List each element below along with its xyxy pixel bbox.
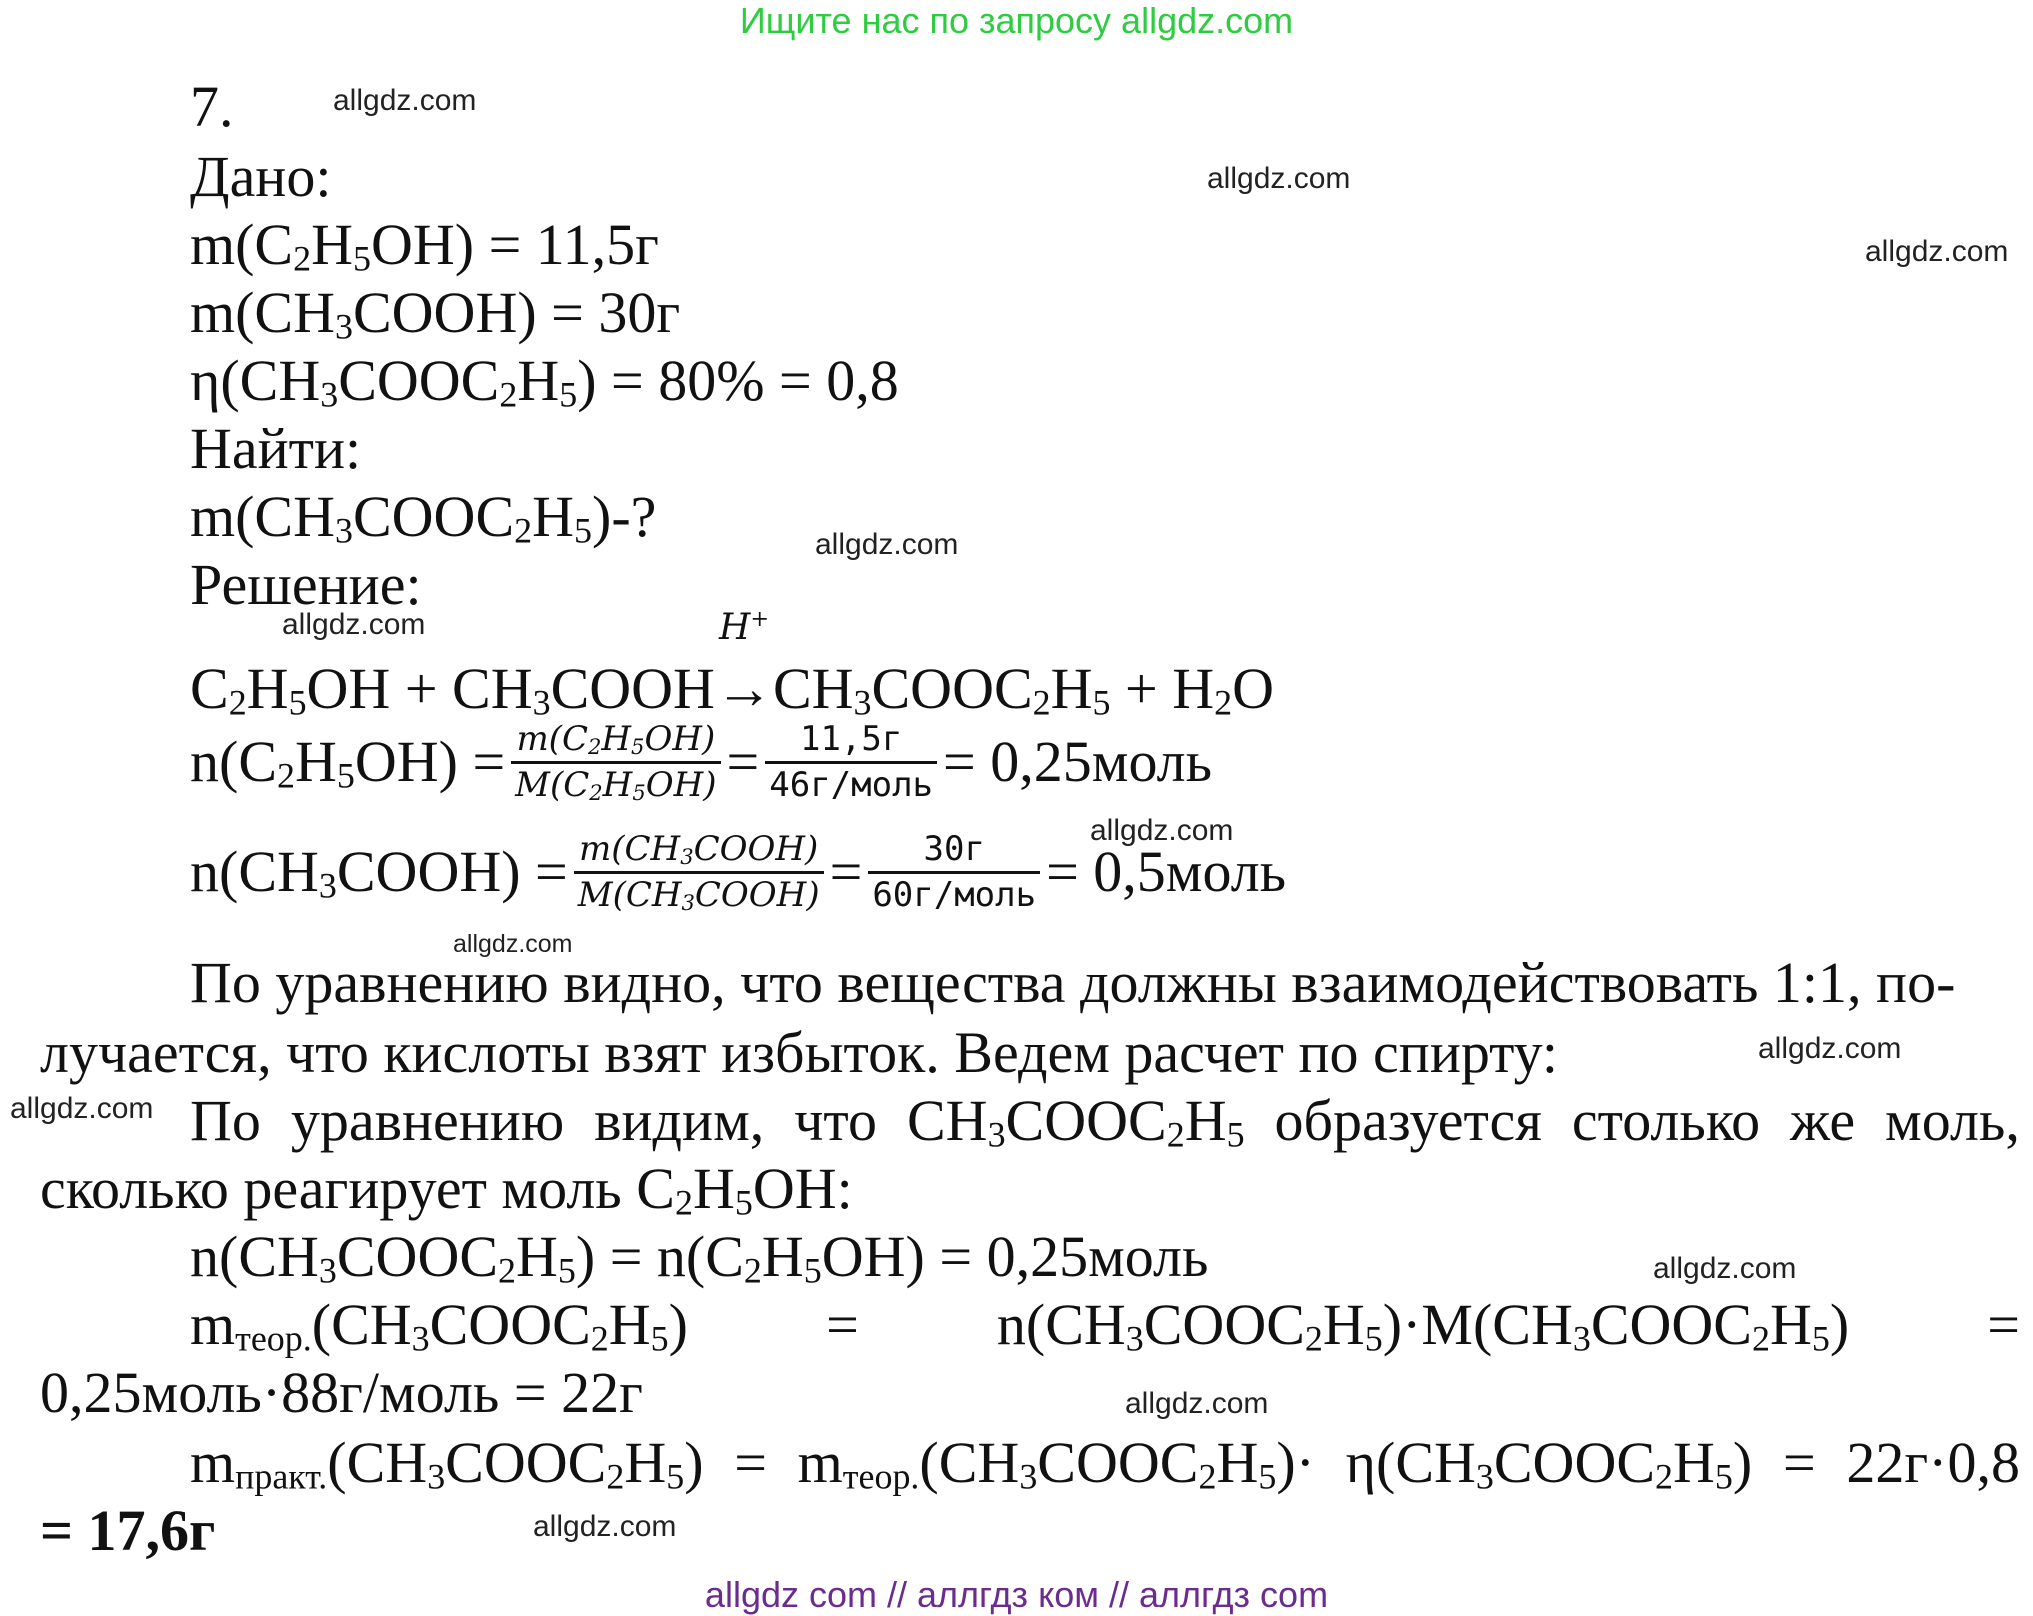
watermark: allgdz.com [282,608,426,641]
given-yield: $\eta(CH_3COOC_2H_5) = 80\% = 0,8$ [190,348,899,415]
watermark: allgdz.com [1758,1032,1902,1065]
fraction: $\frac{m(CH_3COOH)}{M(CH_3COOH)}$ [574,828,824,916]
ethanol-moles-calc: $n(C_2H_5OH)$ = $\frac{m(C_2H_5OH)}{M(C_2H_5OH)}$ = $\frac{11,5г}{\text{46г/моль}}$ = 0,25моль [190,719,1213,805]
theoretical-mass-value: 0,25моль·88г/моль = 22г [40,1360,643,1425]
paragraph-line: лучается, что кислоты взят избыток. Ведем расчет по спирту: [40,1020,1559,1085]
fraction: $\frac{11,5г}{\text{46г/моль}}$ [765,718,937,806]
ester-moles-equality: $n(CH_3COOC_2H_5) = n(C_2H_5OH)$ = 0,25моль [190,1224,1209,1291]
watermark: allgdz.com [1090,814,1234,847]
paragraph-line: По уравнению видим, что $CH_3COOC_2H_5$ образуется столько же моль, [190,1088,2020,1155]
problem-number: 7. [190,74,234,139]
fraction: $\frac{30г}{\text{60г/моль}}$ [868,828,1040,916]
solution-label: Решение: [190,552,422,617]
given-ethanol-mass: $m(C_2H_5OH) = 11,5г$ [190,212,659,279]
paragraph-line: сколько реагирует моль $C_2H_5OH$: [40,1156,853,1223]
practical-mass-formula: $m_{практ.}(CH_3COOC_2H_5)$ = $m_{теор.}(CH_3COOC_2H_5)\cdot$ $\eta(CH_3COOC_2H_5)$ = 22г·0,8 [190,1430,2020,1497]
catalyst-label: H+ [718,606,770,648]
watermark: allgdz.com [10,1092,154,1125]
paragraph-line: По уравнению видно, что вещества должны взаимодействовать 1:1, по- [190,950,1956,1015]
fraction: $\frac{m(C_2H_5OH)}{M(C_2H_5OH)}$ [511,718,720,806]
find-ester-mass: $m(CH_3COOC_2H_5)-$? [190,484,657,551]
bottom-banner[interactable]: allgdz com // аллгдз ком // аллгдз com [704,1574,1329,1615]
watermark: allgdz.com [453,930,573,958]
watermark: allgdz.com [533,1510,677,1543]
given-acid-mass: $m(CH_3COOH) = 30г$ [190,280,681,347]
watermark: allgdz.com [1653,1252,1797,1285]
top-banner[interactable]: Ищите нас по запросу allgdz.com [739,0,1294,41]
acid-moles-calc: $n(CH_3COOH)$ = $\frac{m(CH_3COOH)}{M(CH_3COOH)}$ = $\frac{30г}{\text{60г/моль}}$ = 0,5моль [190,829,1287,915]
theoretical-mass-formula: $m_{теор.}(CH_3COOC_2H_5)$ = $n(CH_3COOC_2H_5)\cdot M(CH_3COOC_2H_5)$ = [190,1292,2020,1359]
watermark: allgdz.com [1207,162,1351,195]
watermark: allgdz.com [333,84,477,117]
watermark: allgdz.com [815,528,959,561]
watermark: allgdz.com [1865,235,2009,268]
final-answer: = 17,6г [40,1498,216,1563]
find-label: Найти: [190,416,362,481]
reaction-equation: $C_2H_5OH$ + $CH_3COOH$ H+ $\to CH_3COOC_2H_5 + H_2O$ [190,606,1274,723]
watermark: allgdz.com [1125,1387,1269,1420]
given-label: Дано: [190,144,332,209]
